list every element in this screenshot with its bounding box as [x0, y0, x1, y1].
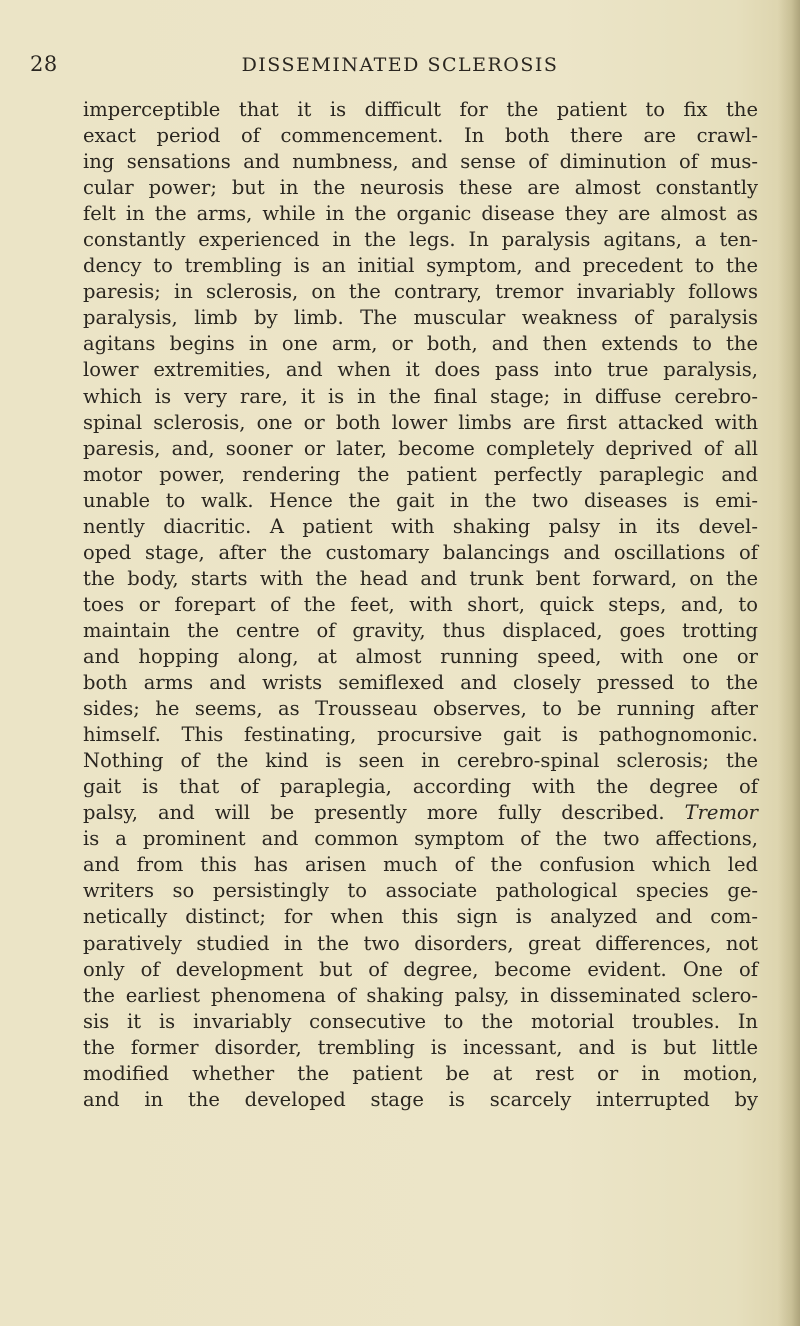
text-line: and in the developed stage is scarcely interrupted by	[83, 1087, 758, 1111]
text-line: which is very rare, it is in the final stage; in diffuse cerebro-	[83, 384, 758, 408]
text-line: dency to trembling is an initial symptom, and precedent to the	[83, 254, 758, 278]
text-line: both arms and wrists semiflexed and closely pressed to the	[83, 671, 758, 695]
text-line: paratively studied in the two disorders, great differences, not	[83, 931, 758, 955]
text-line: agitans begins in one arm, or both, and then extends to the	[83, 332, 758, 356]
text-line-part: palsy, and will be presently more fully described.	[83, 801, 665, 825]
text-line: nently diacritic. A patient with shaking palsy in its devel-	[83, 514, 758, 538]
text-line: writers so persistingly to associate pathological species ge-	[83, 879, 758, 903]
text-line: lower extremities, and when it does pass into true paralysis,	[83, 358, 758, 382]
text-line: motor power, rendering the patient perfectly paraplegic and	[83, 462, 758, 486]
text-line-with-italic	[83, 800, 758, 826]
body-text	[83, 97, 758, 1113]
text-line: himself. This festinating, procursive gait is pathognomonic.	[83, 723, 758, 747]
text-line: the former disorder, trembling is incessant, and is but little	[83, 1035, 758, 1059]
text-line: maintain the centre of gravity, thus displaced, goes trotting	[83, 618, 758, 642]
text-line: toes or forepart of the feet, with short, quick steps, and, to	[83, 592, 758, 616]
text-line: paresis; in sclerosis, on the contrary, tremor invariably follows	[83, 280, 758, 304]
text-line: paralysis, limb by limb. The muscular weakness of paralysis	[83, 306, 758, 330]
text-line: sis it is invariably consecutive to the motorial troubles. In	[83, 1009, 758, 1033]
text-line: modified whether the patient be at rest or in motion,	[83, 1061, 758, 1085]
text-line: constantly experienced in the legs. In paralysis agitans, a ten-	[83, 228, 758, 252]
text-line: gait is that of paraplegia, according with the degree of	[83, 775, 758, 799]
text-line: exact period of commencement. In both there are crawl-	[83, 124, 758, 148]
text-line: paresis, and, sooner or later, become completely deprived of all	[83, 436, 758, 460]
text-line: the earliest phenomena of shaking palsy, in disseminated sclero-	[83, 983, 758, 1007]
text-line: oped stage, after the customary balancings and oscillations of	[83, 540, 758, 564]
text-line: is a prominent and common symptom of the two affections,	[83, 827, 758, 851]
text-line: netically distinct; for when this sign is analyzed and com-	[83, 905, 758, 929]
text-line: the body, starts with the head and trunk bent forward, on the	[83, 566, 758, 590]
text-line: cular power; but in the neurosis these are almost constantly	[83, 176, 758, 200]
text-line: ing sensations and numbness, and sense of diminution of mus-	[83, 150, 758, 174]
text-line: sides; he seems, as Trousseau observes, to be running after	[83, 697, 758, 721]
running-head: DISSEMINATED SCLEROSIS	[241, 54, 559, 76]
italic-word: Tremor	[684, 801, 758, 825]
text-line: Nothing of the kind is seen in cerebro-spinal sclerosis; the	[83, 749, 758, 773]
page-header	[0, 52, 800, 82]
text-line: and hopping along, at almost running speed, with one or	[83, 644, 758, 668]
text-line: only of development but of degree, become evident. One of	[83, 957, 758, 981]
text-line: felt in the arms, while in the organic disease they are almost as	[83, 202, 758, 226]
text-line: spinal sclerosis, one or both lower limbs are first attacked with	[83, 410, 758, 434]
page-edge-shadow	[778, 0, 800, 1326]
page-number: 28	[30, 52, 58, 76]
text-line: unable to walk. Hence the gait in the two diseases is emi-	[83, 488, 758, 512]
text-line: and from this has arisen much of the confusion which led	[83, 853, 758, 877]
text-line: imperceptible that it is difficult for the patient to fix the	[83, 98, 758, 121]
